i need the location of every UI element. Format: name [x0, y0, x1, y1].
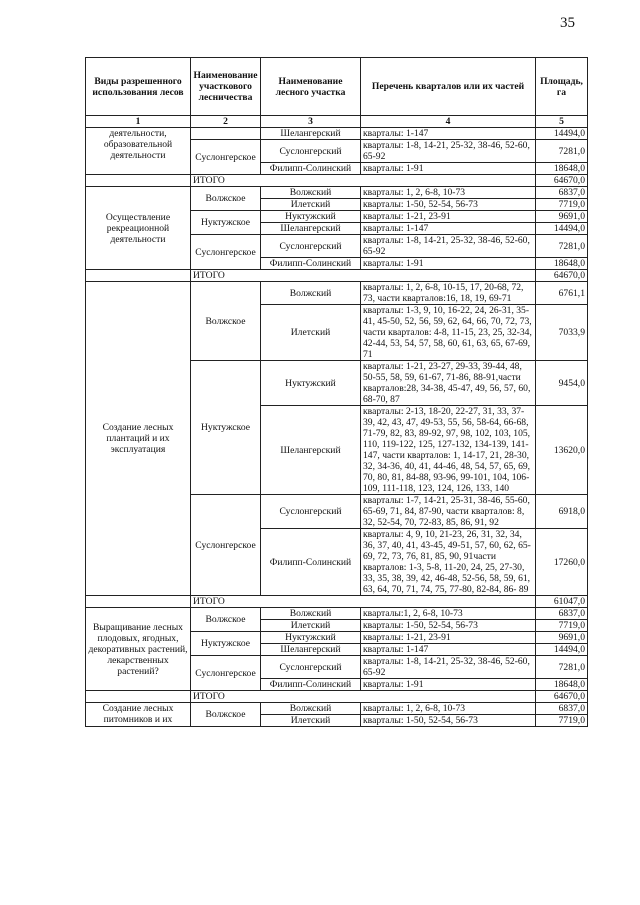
empty-cell — [86, 175, 191, 187]
area-cell: 18648,0 — [536, 679, 588, 691]
plot-cell: Шелангерский — [261, 406, 361, 495]
total-row — [86, 175, 588, 187]
quarters-cell: кварталы: 1-8, 14-21, 25-32, 38-46, 52-60, 65-92 — [361, 140, 536, 163]
header-row — [86, 58, 588, 116]
plot-cell: Шелангерский — [261, 128, 361, 140]
forestry-cell: Волжское — [191, 187, 261, 211]
forestry-cell — [191, 128, 261, 140]
use-type-cell: Создание лесных плантаций и их эксплуатация — [86, 282, 191, 596]
area-cell: 18648,0 — [536, 163, 588, 175]
area-cell: 13620,0 — [536, 406, 588, 495]
total-label: ИТОГО — [191, 596, 536, 608]
table-row — [86, 703, 588, 715]
total-value: 64670,0 — [536, 270, 588, 282]
quarters-cell: кварталы: 1-50, 52-54, 56-73 — [361, 620, 536, 632]
quarters-cell: кварталы: 1, 2, 6-8, 10-73 — [361, 187, 536, 199]
use-type-cell: деятельности, образовательной деятельности — [86, 128, 191, 175]
area-cell: 6837,0 — [536, 608, 588, 620]
area-cell: 9691,0 — [536, 632, 588, 644]
area-cell: 6918,0 — [536, 495, 588, 529]
plot-cell: Илетский — [261, 199, 361, 211]
forest-use-table — [85, 57, 588, 727]
column-numbers-row — [86, 116, 588, 128]
quarters-cell: кварталы: 1-8, 14-21, 25-32, 38-46, 52-60, 65-92 — [361, 656, 536, 679]
header-area: Площадь, га — [536, 58, 588, 116]
plot-cell: Илетский — [261, 305, 361, 361]
area-cell: 7033,9 — [536, 305, 588, 361]
forestry-cell: Волжское — [191, 703, 261, 727]
plot-cell: Филипп-Солинский — [261, 679, 361, 691]
column-number: 3 — [261, 116, 361, 128]
empty-cell — [86, 270, 191, 282]
column-number: 4 — [361, 116, 536, 128]
plot-cell: Нуктужский — [261, 211, 361, 223]
total-value: 61047,0 — [536, 596, 588, 608]
total-value: 64670,0 — [536, 691, 588, 703]
quarters-cell: кварталы: 1, 2, 6-8, 10-73 — [361, 703, 536, 715]
forestry-cell: Нуктужское — [191, 632, 261, 656]
quarters-cell: кварталы: 1-147 — [361, 644, 536, 656]
plot-cell: Суслонгерский — [261, 495, 361, 529]
area-cell: 14494,0 — [536, 128, 588, 140]
area-cell: 6761,1 — [536, 282, 588, 305]
header-use-type: Виды разрешенного использования лесов — [86, 58, 191, 116]
quarters-cell: кварталы: 1-147 — [361, 128, 536, 140]
table-row — [86, 128, 588, 140]
plot-cell: Илетский — [261, 715, 361, 727]
use-type-cell: Осуществление рекреационной деятельности — [86, 187, 191, 270]
plot-cell: Суслонгерский — [261, 656, 361, 679]
table-row — [86, 282, 588, 305]
forestry-cell: Суслонгерское — [191, 140, 261, 175]
forestry-cell: Суслонгерское — [191, 656, 261, 691]
area-cell: 9691,0 — [536, 211, 588, 223]
forestry-cell: Нуктужское — [191, 361, 261, 495]
total-label: ИТОГО — [191, 270, 536, 282]
area-cell: 14494,0 — [536, 223, 588, 235]
area-cell: 7719,0 — [536, 620, 588, 632]
table-row — [86, 608, 588, 620]
quarters-cell: кварталы: 2-13, 18-20, 22-27, 31, 33, 37-39, 42, 43, 47, 49-53, 55, 56, 58-64, 66-68, 71-79, 82, 83, 89-92, 97, 98, 102, 103, 105, 110, 119-122, 125, 127-132, 134-139, 141-147, части кварталов: 1, 14-17, 21, 28-30, 32, 34-36, 40, 41, 44-46, 48, 54, 57, 65, 69, 70, 80, 81, 84-88, 93-96, 99-101, 104, 106-109, 111-118, 123, 124, 126, 133, 140 — [361, 406, 536, 495]
forestry-cell: Нуктужское — [191, 211, 261, 235]
plot-cell: Волжский — [261, 608, 361, 620]
plot-cell: Волжский — [261, 187, 361, 199]
total-row — [86, 691, 588, 703]
quarters-cell: кварталы: 1, 2, 6-8, 10-15, 17, 20-68, 72, 73, части кварталов:16, 18, 19, 69-71 — [361, 282, 536, 305]
use-type-cell: Выращивание лесных плодовых, ягодных, декоративных растений, лекарственных растений? — [86, 608, 191, 691]
plot-cell: Волжский — [261, 703, 361, 715]
page-number: 35 — [560, 15, 575, 31]
quarters-cell: кварталы: 1-3, 9, 10, 16-22, 24, 26-31, 35-41, 45-50, 52, 56, 59, 62, 64, 66, 70, 72, 73, части кварталов: 4-8, 11-15, 23, 25, 32-34, 42-44, 53, 54, 57, 58, 60, 61, 63, 65, 67-69, 71 — [361, 305, 536, 361]
total-row — [86, 270, 588, 282]
area-cell: 7281,0 — [536, 235, 588, 258]
quarters-cell: кварталы: 1-21, 23-91 — [361, 211, 536, 223]
area-cell: 17260,0 — [536, 529, 588, 596]
area-cell: 6837,0 — [536, 703, 588, 715]
plot-cell: Филипп-Солинский — [261, 163, 361, 175]
column-number: 5 — [536, 116, 588, 128]
plot-cell: Нуктужский — [261, 361, 361, 406]
quarters-cell: кварталы: 1-21, 23-27, 29-33, 39-44, 48, 50-55, 58, 59, 61-67, 71-86, 88-91,части кварталов:28, 34-38, 45-47, 49, 56, 57, 60, 68-70, 87 — [361, 361, 536, 406]
quarters-cell: кварталы: 1-91 — [361, 679, 536, 691]
area-cell: 14494,0 — [536, 644, 588, 656]
quarters-cell: кварталы: 1-7, 14-21, 25-31, 38-46, 55-60, 65-69, 71, 84, 87-90, части кварталов: 8, 32, 52-54, 70, 72-83, 85, 86, 91, 92 — [361, 495, 536, 529]
plot-cell: Суслонгерский — [261, 235, 361, 258]
plot-cell: Филипп-Солинский — [261, 258, 361, 270]
header-forestry: Наименование участкового лесничества — [191, 58, 261, 116]
forestry-cell: Волжское — [191, 608, 261, 632]
empty-cell — [86, 596, 191, 608]
plot-cell: Шелангерский — [261, 223, 361, 235]
area-cell: 7281,0 — [536, 656, 588, 679]
area-cell: 7281,0 — [536, 140, 588, 163]
forestry-cell: Суслонгерское — [191, 235, 261, 270]
total-label: ИТОГО — [191, 691, 536, 703]
area-cell: 9454,0 — [536, 361, 588, 406]
use-type-cell: Создание лесных питомников и их — [86, 703, 191, 727]
empty-cell — [86, 691, 191, 703]
plot-cell: Нуктужский — [261, 632, 361, 644]
quarters-cell: кварталы: 1-91 — [361, 258, 536, 270]
total-label: ИТОГО — [191, 175, 536, 187]
area-cell: 18648,0 — [536, 258, 588, 270]
total-row — [86, 596, 588, 608]
plot-cell: Филипп-Солинский — [261, 529, 361, 596]
quarters-cell: кварталы:1, 2, 6-8, 10-73 — [361, 608, 536, 620]
header-quarters: Перечень кварталов или их частей — [361, 58, 536, 116]
forestry-cell: Волжское — [191, 282, 261, 361]
area-cell: 7719,0 — [536, 199, 588, 211]
header-plot: Наименование лесного участка — [261, 58, 361, 116]
column-number: 2 — [191, 116, 261, 128]
plot-cell: Суслонгерский — [261, 140, 361, 163]
quarters-cell: кварталы: 1-50, 52-54, 56-73 — [361, 715, 536, 727]
total-value: 64670,0 — [536, 175, 588, 187]
table-row — [86, 187, 588, 199]
quarters-cell: кварталы: 1-91 — [361, 163, 536, 175]
plot-cell: Волжский — [261, 282, 361, 305]
quarters-cell: кварталы: 1-21, 23-91 — [361, 632, 536, 644]
plot-cell: Шелангерский — [261, 644, 361, 656]
forestry-cell: Суслонгерское — [191, 495, 261, 596]
column-number: 1 — [86, 116, 191, 128]
quarters-cell: кварталы: 1-147 — [361, 223, 536, 235]
area-cell: 6837,0 — [536, 187, 588, 199]
quarters-cell: кварталы: 1-50, 52-54, 56-73 — [361, 199, 536, 211]
plot-cell: Илетский — [261, 620, 361, 632]
quarters-cell: кварталы: 4, 9, 10, 21-23, 26, 31, 32, 34, 36, 37, 40, 41, 43-45, 49-51, 57, 60, 62, 65-69, 72, 73, 76, 81, 85, 90, 91части кварталов: 1-3, 5-8, 11-20, 24, 25, 27-30, 33, 35, 38, 39, 42, 46-48, 52-56, 58, 59, 61, 63, 64, 70, 71, 74, 75, 77-80, 82-84, 86- 89 — [361, 529, 536, 596]
quarters-cell: кварталы: 1-8, 14-21, 25-32, 38-46, 52-60, 65-92 — [361, 235, 536, 258]
area-cell: 7719,0 — [536, 715, 588, 727]
